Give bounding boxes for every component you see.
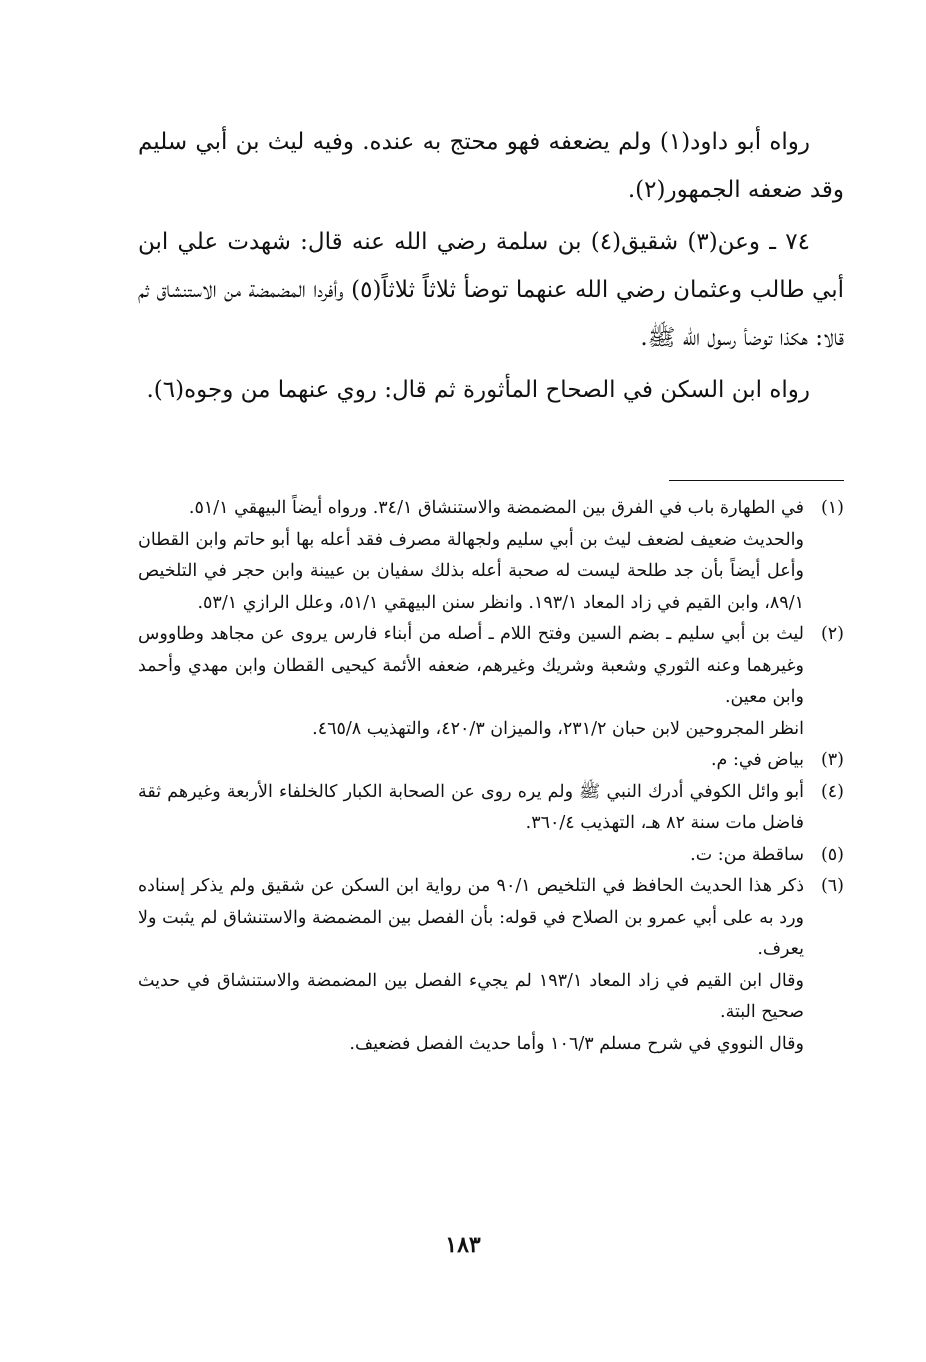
footnote-text: أبو وائل الكوفي أدرك النبي ﷺ ولم يره روى عن الصحابة الكبار كالخلفاء الأربعة وغيرهم ثقة فاضل مات سنة ٨٢ هـ، التهذيب ٣٦٠/٤.: [138, 781, 804, 833]
footnote-text: بياض في: م.: [710, 750, 804, 770]
footnote-extra: والحديث ضعيف لضعف ليث بن أبي سليم ولجهالة مصرف فقد أعله بها أبو حاتم وابن القطان وأعل أيضاً بأن جد طلحة ليست له صحبة أعله بذلك سفيان بن عيينة وابن حجر في التلخيص ٨٩/١، وابن القيم في زاد المعاد ١٩٣/١. وانظر سنن البيهقي ٥١/١، وعلل الرازي ٥٣/١.: [138, 529, 804, 613]
footnotes: [138, 493, 844, 1060]
footnote-number: (٦): [820, 876, 844, 896]
footnote-text: في الطهارة باب في الفرق بين المضمضة والاستنشاق ٣٤/١. ورواه أيضاً البيهقي ٥١/١.: [188, 498, 804, 518]
footnote-text: ذكر هذا الحديث الحافظ في التلخيص ٩٠/١ من رواية ابن السكن عن شقيق ولم يذكر إسناده ورد به على أبي عمرو بن الصلاح في قوله: بأن الفصل بين المضمضة والاستنشاق لم يثبت ولا يعرف.: [138, 876, 804, 959]
footnote-4: [138, 777, 844, 840]
main-paragraph-2: ٧٤ ـ وعن(٣) شقيق(٤) بن سلمة رضي الله عنه قال: شهدت علي ابن أبي طالب وعثمان رضي الله عنهما توضأ ثلاثاً ثلاثاً(٥) وأفردا المضمضة من الاستنشاق ثم قالا: هكذا توضأ رسول الله ﷺ.: [138, 229, 845, 351]
footnote-extra: وقال النووي في شرح مسلم ١٠٦/٣ وأما حديث الفصل فضعيف.: [349, 1033, 804, 1054]
main-text: [138, 118, 844, 418]
footnote-number: (٣): [820, 750, 844, 770]
footnote-6: [138, 871, 844, 1060]
footnote-number: (٤): [820, 781, 844, 802]
footnote-3: [138, 745, 844, 777]
footnote-number: (٢): [820, 624, 844, 644]
footnote-separator: [669, 480, 844, 481]
footnote-2: [138, 619, 844, 745]
main-paragraph-3: رواه ابن السكن في الصحاح المأثورة ثم قال: روي عنهما من وجوه(٦).: [146, 377, 810, 403]
main-paragraph-1: رواه أبو داود(١) ولم يضعفه فهو محتج به عنده. وفيه ليث بن أبي سليم وقد ضعفه الجمهور(٢).: [138, 129, 844, 203]
footnote-text: ساقطة من: ت.: [690, 844, 804, 865]
footnote-extra: انظر المجروحين لابن حبان ٢٣١/٢، والميزان ٤٢٠/٣، والتهذيب ٤٦٥/٨.: [312, 718, 804, 739]
footnote-5: [138, 840, 844, 872]
footnote-1: [138, 493, 844, 619]
footnote-number: (٥): [820, 844, 844, 865]
footnote-extra: وقال ابن القيم في زاد المعاد ١٩٣/١ لم يجيء الفصل بين المضمضة والاستنشاق في حديث صحيح البتة.: [138, 970, 804, 1022]
footnote-text: ليث بن أبي سليم ـ بضم السين وفتح اللام ـ أصله من أبناء فارس يروى عن مجاهد وطاووس وغيرهما وعنه الثوري وشعبة وشريك وغيرهم، ضعفه الأئمة كيحيى القطان وابن مهدي وأحمد وابن معين.: [138, 624, 804, 707]
page-number: ١٨٣: [445, 1232, 481, 1258]
footnote-number: (١): [820, 498, 844, 518]
